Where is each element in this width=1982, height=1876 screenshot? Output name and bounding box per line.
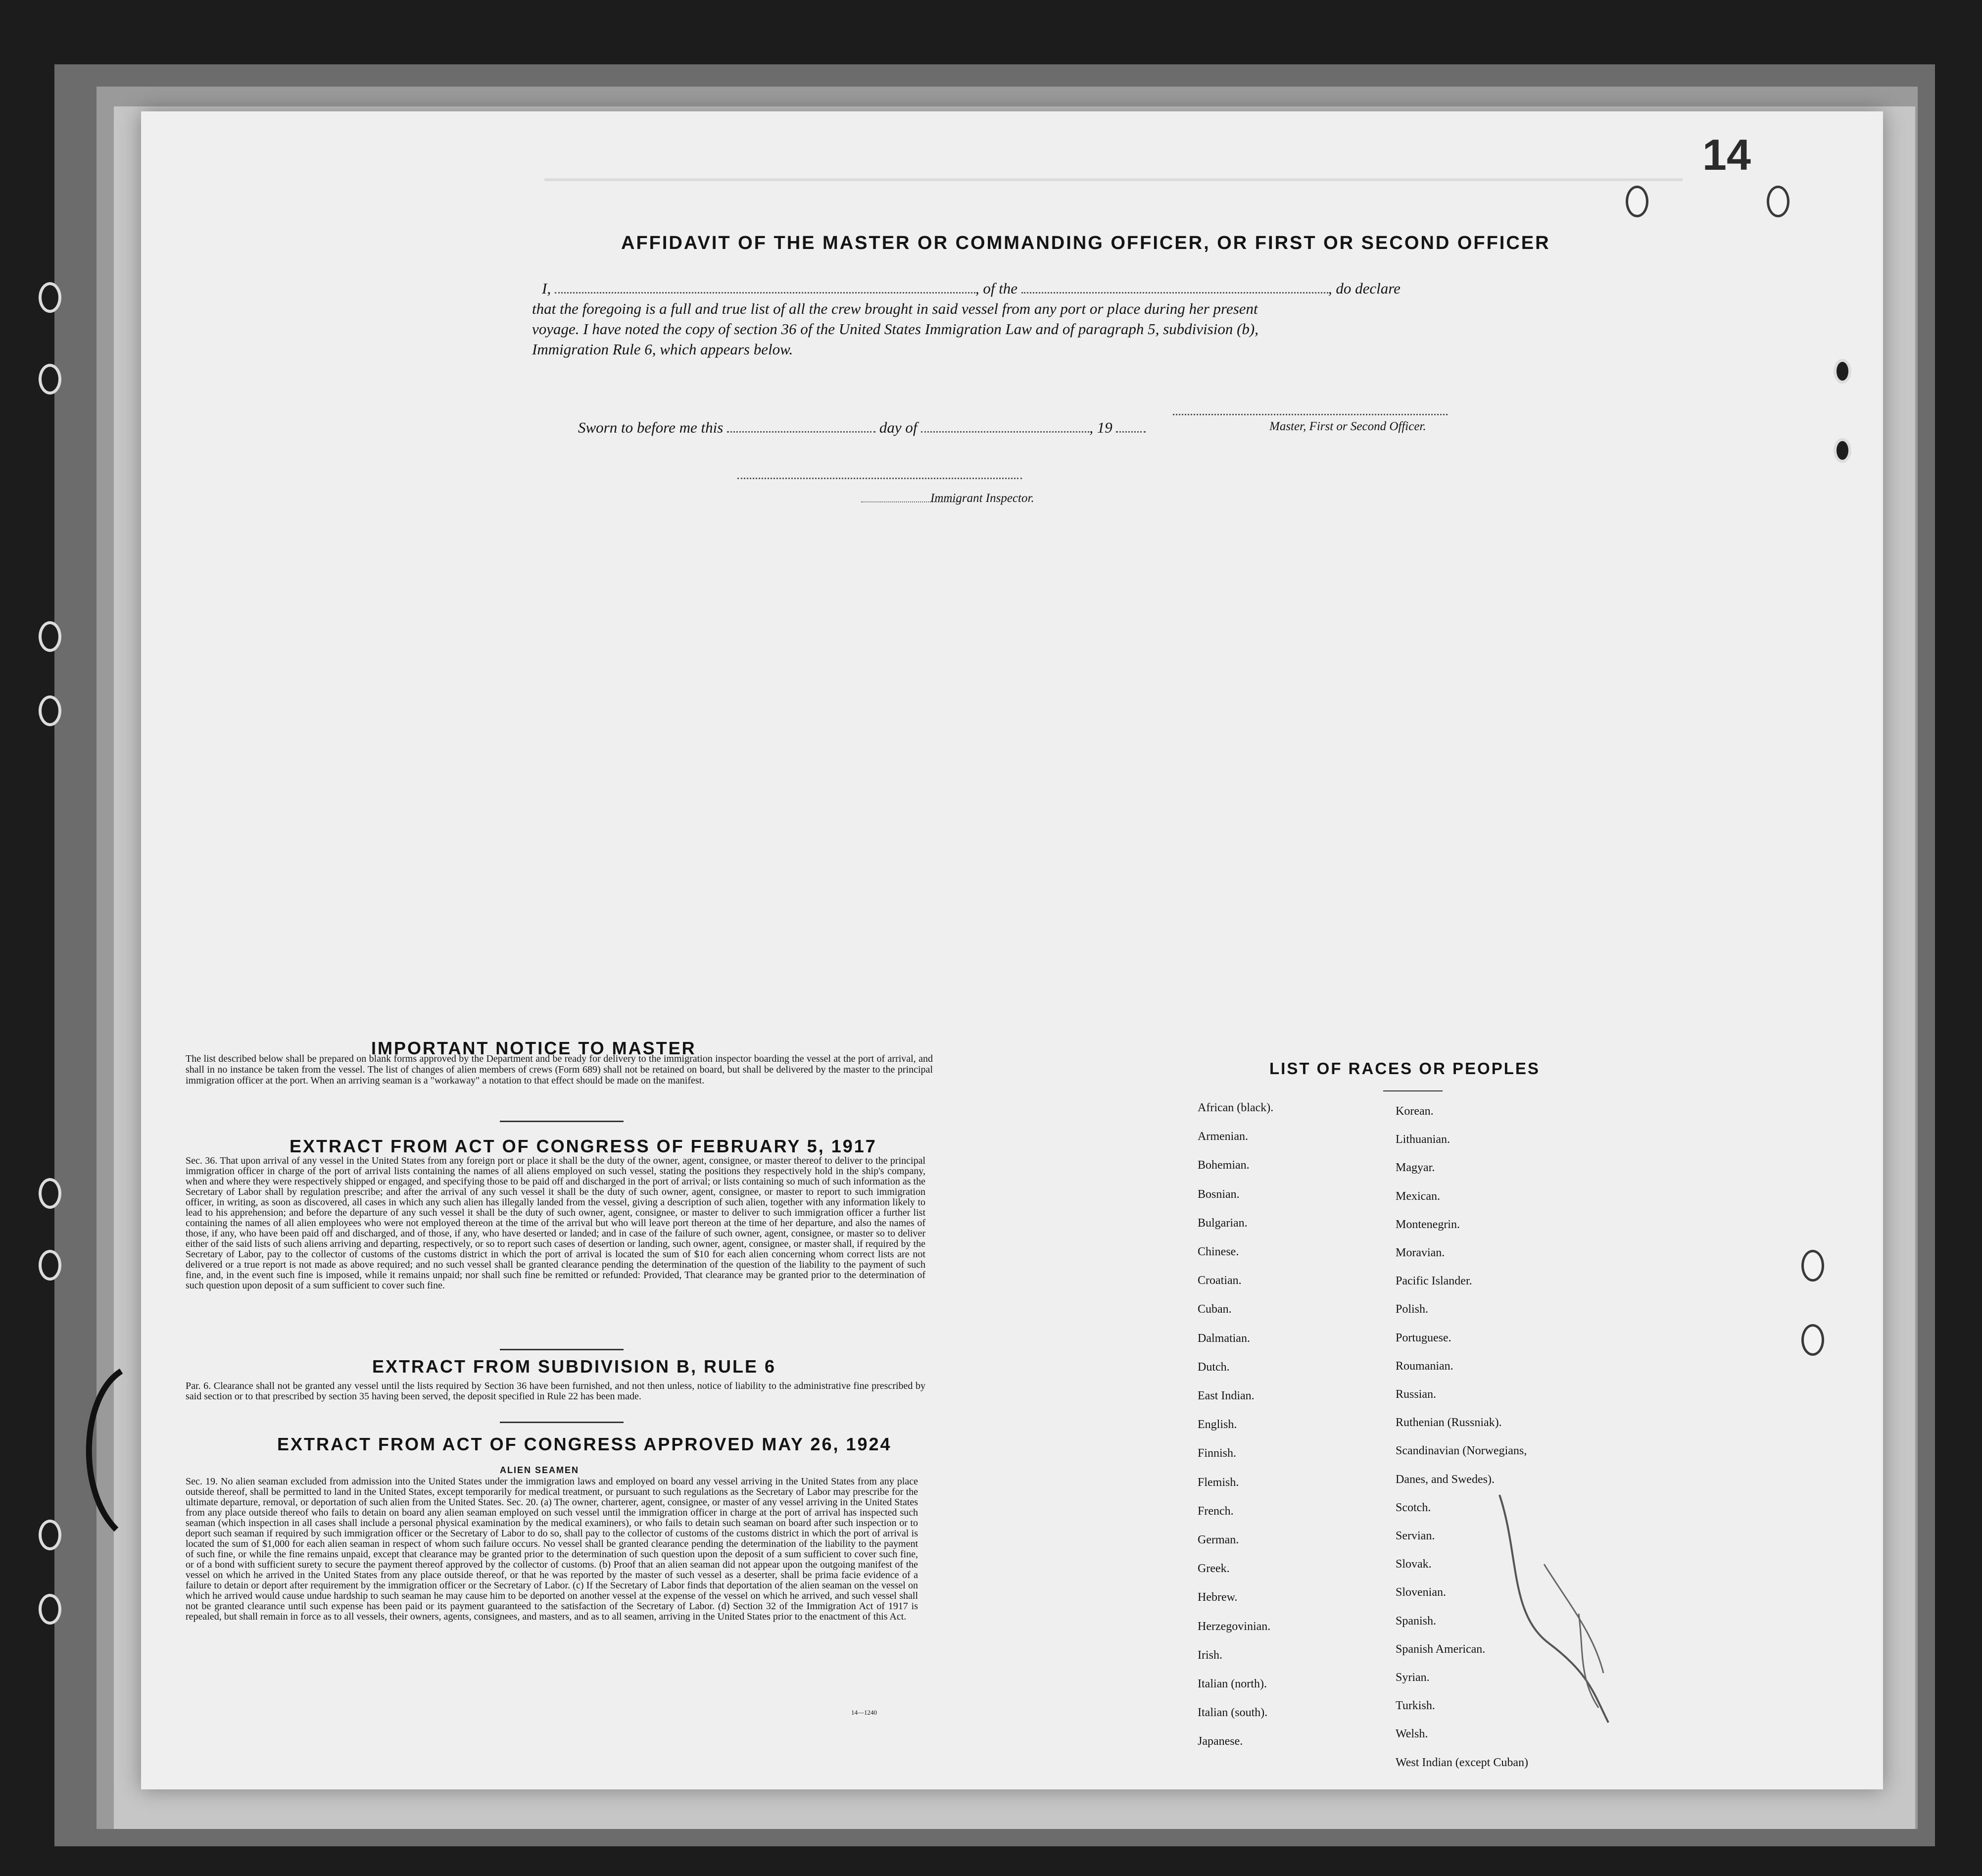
race-item: Montenegrin. [1396,1218,1460,1231]
races-title: LIST OF RACES OR PEOPLES [1269,1059,1540,1078]
extract-1917-body: Sec. 36. That upon arrival of any vessel in the United States from any foreign port or place it shall be the duty of the owner, agent, consignee, or master thereof to deliver to the principal immigration officer in charge of the port of arrival lists containing the names of all aliens employed on such vessel, stating the positions they respectively hold in the ship's company, when and where they were respectively shipped or engaged, and specifying those to be paid off and discharged in the port of arrival; or lists containing so much of such information as the Secretary of Labor shall by regulation prescribe; and after the arrival of any such vessel it shall be the duty of such owner, agent, consignee, or master to report to such immigration officer, in writing, as soon as discovered, all cases in which any such alien has illegally landed from the vessel, giving a description of such alien, together with any information likely to lead to his apprehension; and before the departure of any such vessel it shall be the duty of such owner, agent, consignee, or master to deliver to such immigration officer a further list containing the names of all alien employees who were not employed thereon at the time of the arrival but who will leave port thereon at the time of her departure, and also the names of those, if any, who have been paid off and discharged, and of those, if any, who have deserted or landed; and in case of the failure of such owner, agent, consignee, or master so to deliver either of the said lists of such aliens arriving and departing, respectively, or so to report such cases of desertion or landing, such owner, agent, consignee, or master shall, if required by the Secretary of Labor, pay to the collector of customs of the customs district in which the port of arrival is located the sum of $10 for each alien concerning whom correct lists are not delivered or a true report is not made as above required; and no such vessel shall be granted clearance pending the determination of the question of the liability to the payment of such fine, and, in the event such fine is imposed, while it remains unpaid; nor shall such fine be remitted or refunded: Provided, That clearance may be granted prior to the determination of such question upon deposit of a sum sufficient to cover such fine. [186,1155,925,1291]
master-signature-label: Master, First or Second Officer. [1269,420,1426,433]
race-item: Irish. [1198,1648,1222,1662]
affidavit-line-4: Immigration Rule 6, which appears below. [532,341,793,358]
binder-hole-icon [39,1520,61,1550]
race-item: Syrian. [1396,1671,1430,1684]
binder-hole-icon [1834,359,1851,384]
race-item: Herzegovinian. [1198,1620,1271,1633]
race-item: East Indian. [1198,1389,1255,1402]
bleed-through [544,178,1683,241]
race-item: Cuban. [1198,1303,1232,1316]
race-item: Bosnian. [1198,1187,1240,1201]
affidavit-line-3: voyage. I have noted the copy of section 36 of the United States Immigration Law and of paragraph 5, subdivision (b), [532,320,1258,338]
affidavit-line-2: that the foregoing is a full and true list of all the crew brought in said vessel from any port or place during her present [532,300,1258,317]
do-declare-label: , do declare [1328,280,1401,297]
race-item: Italian (north). [1198,1678,1267,1690]
binding-ring-icon [72,1366,131,1534]
binder-hole-icon [39,1594,61,1625]
form-number: 14—1240 [851,1709,877,1716]
race-item: Servian. [1396,1530,1435,1542]
race-item: Armenian. [1198,1130,1248,1143]
sworn-day-field[interactable] [727,431,875,433]
race-item: Hebrew. [1198,1591,1238,1604]
extract-1924-subtitle: ALIEN SEAMEN [500,1465,580,1475]
race-item: Magyar. [1396,1161,1435,1175]
race-item: Scotch. [1396,1501,1431,1514]
of-the-label: , of the [975,280,1018,297]
extract-1924-title: EXTRACT FROM ACT OF CONGRESS APPROVED MAY 26, 1924 [277,1434,892,1454]
race-item: Bohemian. [1198,1159,1250,1172]
race-item: Mexican. [1396,1189,1440,1203]
vessel-name-field[interactable] [1021,292,1328,294]
extract-1917-title: EXTRACT FROM ACT OF CONGRESS OF FEBRUARY 5, 1917 [290,1136,877,1156]
binder-hole-icon [39,364,61,395]
race-item: Dutch. [1198,1360,1230,1374]
sworn-line [578,419,1146,437]
ring-hole-icon [1801,1250,1824,1282]
race-item: Flemish. [1198,1476,1239,1489]
page-number: 14 [1702,130,1751,179]
race-item: African (black). [1198,1101,1274,1114]
sworn-year-field[interactable] [1116,431,1146,433]
binder-hole-icon [39,1250,61,1281]
race-item: Moravian. [1396,1246,1445,1259]
race-item: Spanish. [1396,1614,1437,1628]
race-item: Croatian. [1198,1274,1242,1287]
inspector-label: Immigrant Inspector. [930,492,1034,505]
binder-hole-icon [39,695,61,726]
race-item: Slovak. [1396,1558,1432,1571]
race-item: Italian (south). [1198,1706,1268,1720]
race-item: Finnish. [1198,1447,1237,1460]
divider [500,1422,624,1423]
divider [500,1349,624,1350]
notice-body: The list described below shall be prepared on blank forms approved by the Department and be ready for delivery to the immigration inspector boarding the vessel at the port of arrival, and shall in no instance be taken from the vessel. The list of changes of alien members of crews (Form 689) shall not be retained on board, but shall be delivered by the master to the principal immigration officer at the port. When an arriving seaman is a "workaway" a notation to that effect should be made on the manifest. [186,1053,933,1086]
race-item: Korean. [1396,1105,1434,1118]
inspector-signature-line[interactable] [737,478,1022,479]
race-item: Polish. [1396,1303,1429,1316]
binder-hole-icon [1834,438,1851,463]
affidavit-i-label: I, [542,280,551,297]
extract-1924-body: Sec. 19. No alien seaman excluded from admission into the United States under the immigration laws and employed on board any vessel arriving in the United States from any place outside thereof, shall be permitted to land in the United States, except temporarily for medical treatment, or pursuant to such regulations as the Secretary of Labor may prescribe for the ultimate departure, removal, or deportation of such alien from the United States. Sec. 20. (a) The owner, charterer, agent, consignee, or master of any vessel arriving in the United States from any place outside thereof who fails to detain on board any alien seaman employed on such vessel until the immigration officer in charge at the port of arrival has inspected such seaman (which inspection in all cases shall include a personal physical examination by the medical examiners), or who fails to detain such seaman on board after such inspection or to deport such seaman if required by such immigration officer or the Secretary of Labor to do so, shall pay to the collector of customs of the customs district in which the port of arrival is located the sum of $1,000 for each alien seaman in respect of whom such failure occurs. No vessel shall be granted clearance pending the determination of the liability to the payment of such fine, or while the fine remains unpaid, except that clearance may be granted prior to the determination of such question upon the deposit of a sum sufficient to cover such fine, or of a bond with sufficient surety to secure the payment thereof approved by the collector of customs. (b) Proof that an alien seaman did not appear upon the outgoing manifest of the vessel on which he arrived in the United States from any place outside thereof, or that he was reported by the master of such vessel as a deserter, shall be prima facie evidence of a failure to detain or deport after requirement by the immigration officer or the Secretary of Labor. (c) If the Secretary of Labor finds that deportation of the alien seaman on the vessel on which he arrived would cause undue hardship to such seaman he may cause him to be deported on another vessel at the expense of the vessel on which he arrived, and such vessel shall not be granted clearance until such expense has been paid or its payment guaranteed to the satisfaction of the Secretary of Labor. (d) Section 32 of the Immigration Act of 1917 is repealed, but shall remain in force as to all vessels, their owners, agents, consignees, and masters, and as to all seamen, arriving in the United States prior to the enactment of this Act. [186,1476,918,1622]
master-name-field[interactable] [555,292,975,294]
race-item: Russian. [1396,1388,1437,1401]
race-item: Greek. [1198,1562,1230,1576]
rule6-body: Par. 6. Clearance shall not be granted any vessel until the lists required by Section 36 have been furnished, and not then unless, notice of liability to the administrative fine prescribed by said section or to that prescribed by section 35 having been served, the deposit specified in Rule 22 has been made. [186,1381,925,1402]
ring-hole-icon [1801,1324,1824,1356]
race-item: Portuguese. [1396,1331,1451,1344]
notice-title: IMPORTANT NOTICE TO MASTER [371,1038,696,1058]
race-item: Danes, and Swedes). [1396,1473,1495,1486]
race-item: Spanish American. [1396,1642,1486,1656]
day-of-label: day of [879,419,918,436]
race-item: Turkish. [1396,1699,1435,1713]
race-item: Ruthenian (Russniak). [1396,1416,1502,1430]
ring-hole-icon [1767,186,1789,217]
binder-hole-icon [39,1178,61,1209]
race-item: Roumanian. [1396,1359,1453,1373]
race-item: Bulgarian. [1198,1216,1248,1230]
race-item: Welsh. [1396,1728,1428,1741]
race-item: Dalmatian. [1198,1332,1250,1345]
binder-hole-icon [39,621,61,652]
rule6-title: EXTRACT FROM SUBDIVISION B, RULE 6 [372,1356,776,1377]
binder-hole-icon [39,282,61,313]
race-item: Pacific Islander. [1396,1275,1472,1288]
race-item: Lithuanian. [1396,1133,1450,1146]
affidavit-title: AFFIDAVIT OF THE MASTER OR COMMANDING OFFICER, OR FIRST OR SECOND OFFICER [621,233,1550,253]
race-item: Scandinavian (Norwegians, [1396,1444,1527,1458]
sworn-label: Sworn to before me this [578,419,724,436]
sworn-month-field[interactable] [921,431,1089,433]
divider [500,1121,624,1122]
race-item: Chinese. [1198,1245,1239,1258]
race-item: Slovenian. [1396,1586,1446,1599]
master-signature-line[interactable] [1173,414,1448,415]
race-item: English. [1198,1418,1237,1432]
race-item: Japanese. [1198,1735,1243,1748]
race-item: West Indian (except Cuban) [1396,1756,1528,1769]
divider [1383,1090,1443,1091]
race-item: German. [1198,1533,1239,1546]
affidavit-line-1 [542,280,1401,297]
race-item: French. [1198,1504,1234,1518]
year-label: , 19 [1089,419,1112,436]
handwritten-mark [1480,1485,1653,1732]
